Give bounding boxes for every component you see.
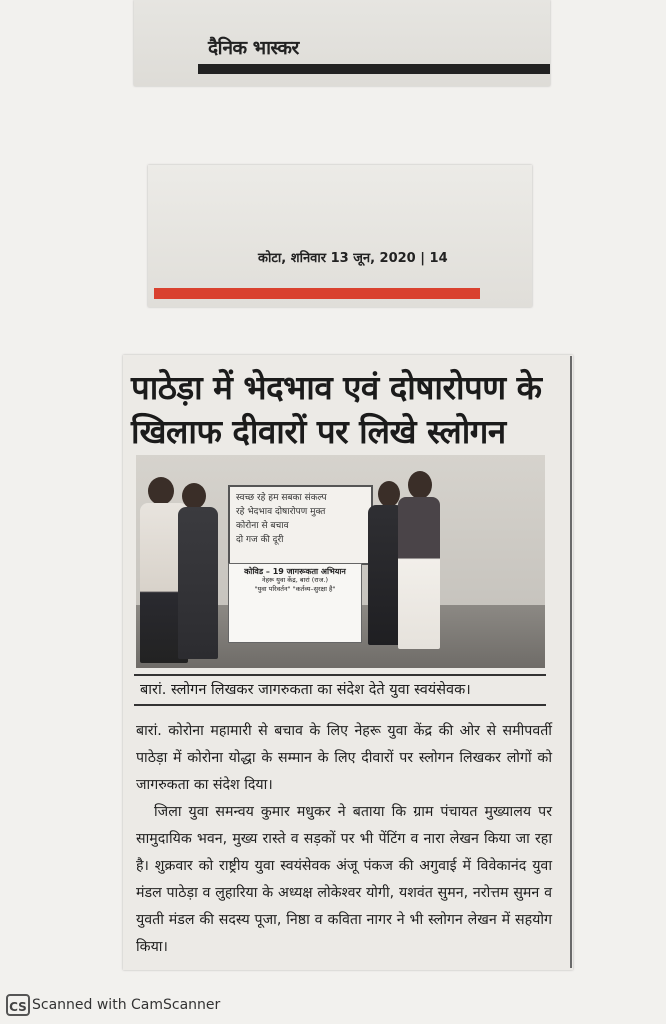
article-headline: पाठेड़ा में भेदभाव एवं दोषारोपण के खिलाफ दीवारों पर लिखे स्लोगन <box>131 368 542 451</box>
board-line: दो गज की दूरी <box>236 535 284 545</box>
wall-slogan-board <box>228 485 373 565</box>
camscanner-watermark: Scanned with CamScanner <box>32 997 221 1013</box>
person-head <box>378 481 400 507</box>
person-volunteer <box>178 507 218 659</box>
board-line: स्वच्छ रहे हम सबका संकल्प <box>236 493 327 503</box>
poster-line: "युवा परिवर्तन" "कर्तव्य–सुरक्षा है" <box>254 585 336 593</box>
person-head <box>408 471 432 499</box>
camscanner-logo: CS <box>6 994 30 1016</box>
dateline-clipping <box>148 165 532 307</box>
newspaper-masthead: दैनिक भास्कर <box>208 37 299 59</box>
column-rule <box>570 356 572 968</box>
article-paragraph: जिला युवा समन्वय कुमार मधुकर ने बताया कि ग्राम पंचायत मुख्यालय पर सामुदायिक भवन, मुख्य रास्ते व सड़कों पर भी पेंटिंग व नारा लेखन किया जा रहा है। शुक्रवार को राष्ट्रीय युवा स्वयंसेवक अंजू पंकज की अगुवाई में विवेकानंद युवा मंडल पाठेड़ा व लुहारिया के अध्यक्ष लोकेश्वर योगी, यशवंत सुमन, नरोत्तम सुमन व युवती मंडल की सदस्य पूजा, निष्ठा व कविता नागर ने भी स्लोगन लेखन में सहयोग किया। <box>136 804 552 955</box>
poster-title: कोविड – 19 जागरूकता अभियान <box>244 567 346 576</box>
person-head <box>182 483 206 509</box>
article-photo <box>136 455 545 668</box>
person-head <box>148 477 174 505</box>
photo-caption: बारां. स्लोगन लिखकर जागरुकता का संदेश देते युवा स्वयंसेवक। <box>134 674 546 706</box>
person-volunteer <box>398 497 440 649</box>
article-paragraph: बारां. कोरोना महामारी से बचाव के लिए नेहरू युवा केंद्र की ओर से समीपवर्ती पाठेड़ा में कोरोना योद्धा के सम्मान के लिए दीवारों पर स्लोगन लिखकर लोगों को जागरुकता का संदेश दिया। <box>136 723 552 793</box>
awareness-poster <box>228 563 362 643</box>
poster-line: नेहरू युवा केंद्र, बारां (राज.) <box>262 576 328 584</box>
dateline: कोटा, शनिवार 13 जून, 2020 | 14 <box>258 251 448 266</box>
article-body <box>136 718 552 961</box>
board-line: कोरोना से बचाव <box>236 521 289 531</box>
board-line: रहे भेदभाव दोषारोपण मुक्त <box>236 507 326 517</box>
masthead-rule <box>198 64 550 74</box>
dateline-rule <box>154 288 480 299</box>
